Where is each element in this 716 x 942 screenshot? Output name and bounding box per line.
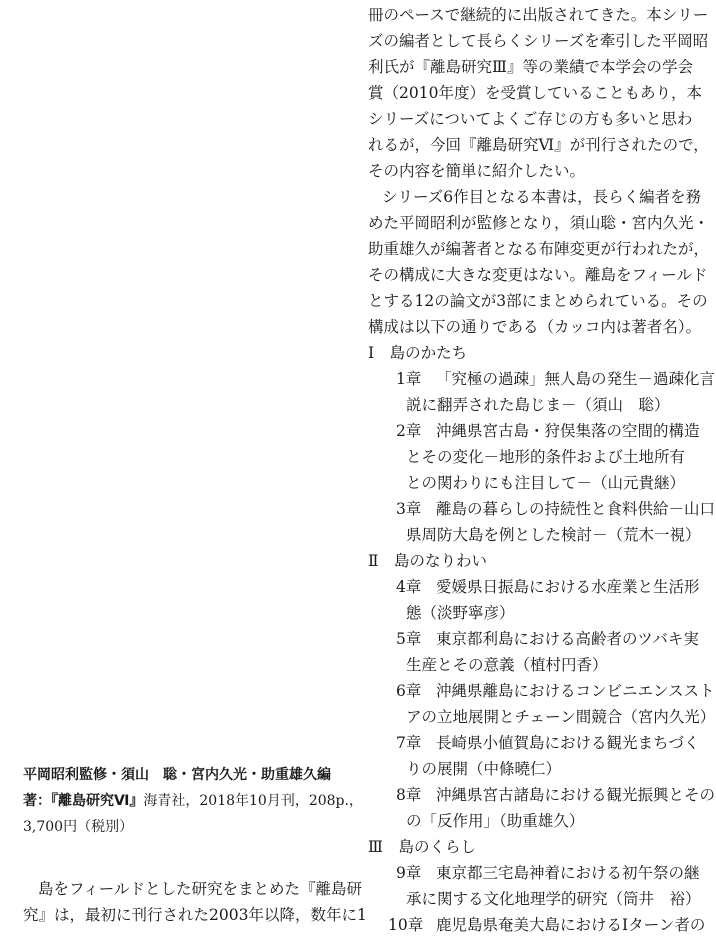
part-heading-3: Ⅲ 島のくらし xyxy=(368,838,476,856)
chapter-number: 4章 xyxy=(396,578,422,596)
chapter-title-line: 「究極の過疎」無人島の発生－過疎化言 xyxy=(436,370,716,388)
chapter-title-line: 態（淡野寧彦） xyxy=(406,604,515,622)
book-meta-line-2 xyxy=(23,792,363,812)
chapter-title-line: 生産とその意義（植村円香） xyxy=(406,656,608,674)
book-price: 3,700円（税別） xyxy=(23,819,134,835)
chapter-number: 5章 xyxy=(396,630,422,648)
chapter-title-line: とその変化－地形的条件および土地所有 xyxy=(406,448,686,466)
book-publisher-info: 海青社，2018年10月刊，208p.， xyxy=(143,793,363,809)
book-meta-line-1: 平岡昭利監修・須山 聡・宮内久光・助重雄久編 xyxy=(23,767,331,783)
chapter-title-line: の「反作用」（助重雄久） xyxy=(406,812,585,830)
chapter-number: 7章 xyxy=(396,734,422,752)
chapter-title-line: 離島の暮らしの持続性と食料供給－山口 xyxy=(436,500,716,518)
chapter-title-line: りの展開（中條曉仁） xyxy=(406,760,562,778)
chapter-title-line: 承に関する文化地理学的研究（筒井 裕） xyxy=(406,890,701,908)
body-line: 利氏が『離島研究Ⅲ』等の業績で本学会の学会 xyxy=(368,58,693,76)
chapter-title-line: 県周防大島を例とした検討－（荒木一視） xyxy=(406,526,701,544)
body-line: 究』は，最初に刊行された2003年以降，数年に1 xyxy=(23,906,367,924)
chapter-title-line: 説に翻弄された島じま－（須山 聡） xyxy=(406,396,670,414)
body-line: 島をフィールドとした研究をまとめた『離島研 xyxy=(38,880,362,898)
body-line: シリーズについてよくご存じの方も多いと思わ xyxy=(368,110,693,128)
chapter-number: 2章 xyxy=(396,422,422,440)
chapter-title-line: 東京都利島における高齢者のツバキ実 xyxy=(436,630,699,648)
part-heading-2: Ⅱ 島のなりわい xyxy=(368,552,488,570)
body-line: シリーズ6作目となる本書は，長らく編者を務 xyxy=(382,188,702,206)
chapter-number: 8章 xyxy=(396,786,422,804)
chapter-title-line: 沖縄県宮古諸島における観光振興とその xyxy=(436,786,716,804)
body-line: れるが，今回『離島研究Ⅵ』が刊行されたので， xyxy=(368,136,709,154)
body-line: 構成は以下の通りである（カッコ内は著者名）。 xyxy=(368,318,702,336)
right-column xyxy=(368,0,716,942)
chapter-title-line: 沖縄県離島におけるコンビニエンススト xyxy=(436,682,715,700)
part-heading-1: Ⅰ 島のかたち xyxy=(368,344,468,362)
chapter-title-line: 鹿児島県奄美大島におけるIターン者の xyxy=(436,916,706,934)
chapter-title-line: 愛媛県日振島における水産業と生活形 xyxy=(436,578,700,596)
chapter-number: 6章 xyxy=(396,682,422,700)
body-line: 冊のペースで継続的に出版されてきた。本シリー xyxy=(368,6,709,24)
chapter-number: 1章 xyxy=(396,370,422,388)
chapter-title-line: との関わりにも注目して－（山元貴継） xyxy=(406,474,686,492)
chapter-number: 3章 xyxy=(396,500,422,518)
body-line: ズの編者として長らくシリーズを牽引した平岡昭 xyxy=(368,32,709,50)
chapter-title-line: 長崎県小値賀島における観光まちづく xyxy=(436,734,700,752)
body-line: その内容を簡単に紹介したい。 xyxy=(368,162,586,180)
chapter-number: 10章 xyxy=(388,916,424,934)
chapter-title-line: 東京都三宅島神着における初午祭の継 xyxy=(436,864,700,882)
body-line: めた平岡昭利が監修となり，須山聡・宮内久光・ xyxy=(368,214,710,232)
left-column xyxy=(23,0,367,942)
body-line: 賞（2010年度）を受賞していることもあり，本 xyxy=(368,84,702,102)
body-line: とする12の論文が3部にまとめられている。その xyxy=(368,292,708,310)
body-line: その構成に大きな変更はない。離島をフィールド xyxy=(368,266,708,284)
body-line: 助重雄久が編著者となる布陣変更が行われたが， xyxy=(368,240,710,258)
chapter-number: 9章 xyxy=(396,864,422,882)
book-title-bold: 著：『離島研究Ⅵ』 xyxy=(23,793,144,809)
chapter-title-line: アの立地展開とチェーン間競合（宮内久光） xyxy=(406,708,716,726)
chapter-title-line: 沖縄県宮古島・狩俣集落の空間的構造 xyxy=(436,422,700,440)
